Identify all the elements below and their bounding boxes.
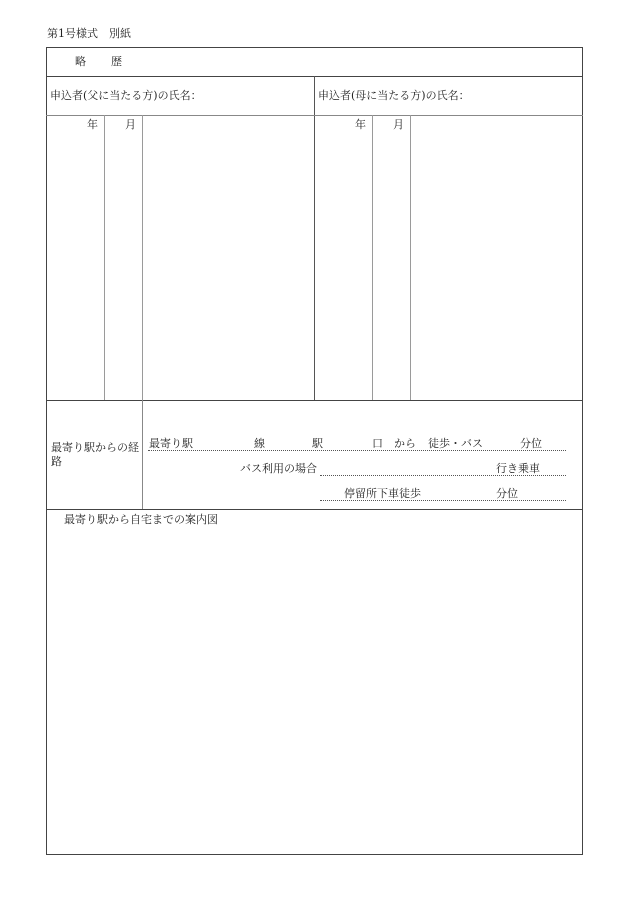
minutes-label-2: 分位 [496,487,518,500]
father-year-header: 年 [87,118,98,131]
from-label: から [394,437,416,450]
route-line-2-underline [320,475,566,476]
mother-month-header: 月 [393,118,404,131]
divider-names [46,115,583,116]
walk-bus-label: 徒歩・バス [428,437,483,450]
bus-case-label: バス利用の場合 [240,462,317,475]
mother-name-label: 申込者(母に当たる方)の氏名： [318,89,470,102]
stop-walk-label: 停留所下車徒歩 [344,487,421,500]
nearest-station-label: 最寄り駅 [149,437,193,450]
exit-label: 口 [372,437,383,450]
mother-year-header: 年 [355,118,366,131]
resume-title: 略 歴 [75,55,123,68]
form-label: 第1号様式 別紙 [47,27,131,40]
divider-route-column [142,400,143,509]
minutes-label: 分位 [520,437,542,450]
station-label: 駅 [312,437,323,450]
father-month-header: 月 [125,118,136,131]
father-year-column-line [104,115,105,400]
line-label: 線 [254,437,265,450]
route-heading [51,441,139,469]
route-line-1-underline [148,450,566,451]
father-name-label: 申込者(父に当たる方)の氏名： [50,89,202,102]
map-area [47,530,582,854]
divider-route [46,509,583,510]
divider-history [46,400,583,401]
route-line-3-underline [320,500,566,501]
mother-month-column-line [410,115,411,400]
map-heading: 最寄り駅から自宅までの案内図 [64,513,218,526]
father-month-column-line [142,115,143,400]
divider-name-center [314,76,315,400]
mother-year-column-line [372,115,373,400]
route-heading-text: 最寄り駅からの経路 [51,441,139,468]
bound-label: 行き乗車 [496,462,540,475]
